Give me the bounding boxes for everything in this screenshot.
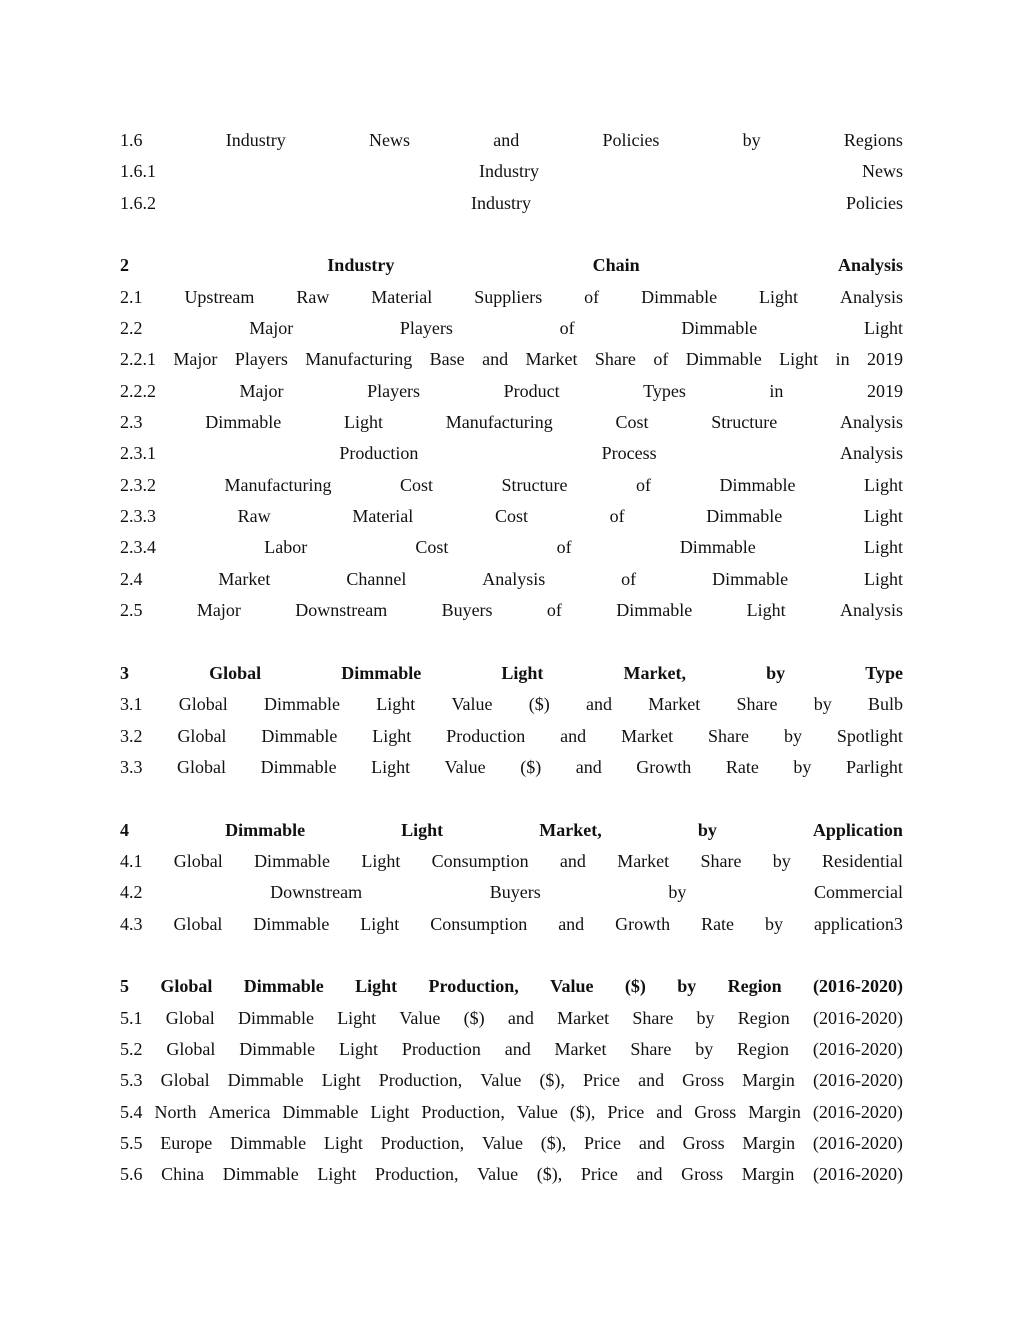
toc-entry-word: of: [653, 349, 669, 370]
toc-entry-word: Global: [160, 976, 213, 997]
toc-entry-word: Base: [429, 349, 465, 370]
toc-entry-word: Analysis: [482, 568, 546, 589]
toc-entry-word: (2016-2020): [813, 1164, 903, 1185]
toc-entry-word: Light: [360, 913, 400, 934]
toc-entry-word: Analysis: [839, 443, 903, 464]
toc-entry: [120, 407, 903, 438]
toc-entry-word: Consumption: [431, 850, 529, 871]
toc-entry-word: Manufacturing: [305, 349, 413, 370]
toc-entry-word: ($),: [569, 1101, 596, 1122]
toc-entry-word: Dimmable: [205, 412, 282, 433]
toc-entry-word: Industry: [327, 255, 395, 276]
toc-entry-word: Dimmable: [341, 662, 422, 683]
toc-entry: [120, 188, 903, 219]
toc-entry-word: Buyers: [441, 600, 493, 621]
toc-entry-word: Policies: [602, 130, 660, 150]
toc-entry-word: Dimmable: [253, 913, 330, 934]
toc-entry-word: Players: [367, 380, 421, 401]
toc-entry-word: Analysis: [837, 255, 903, 276]
toc-entry-word: Light: [323, 1133, 363, 1153]
toc-entry-word: (2016-2020): [812, 1038, 903, 1059]
toc-entry-word: Major: [196, 600, 241, 621]
toc-entry-word: Application: [812, 819, 903, 840]
toc-entry-word: Channel: [346, 568, 407, 589]
toc-entry-word: Dimmable: [685, 349, 762, 370]
toc-entry-word: and: [558, 913, 585, 934]
toc-entry-word: Structure: [501, 474, 568, 495]
toc-entry-word: by: [813, 694, 832, 715]
toc-entry-number: 2.1: [120, 286, 143, 307]
toc-entry-word: of: [609, 506, 625, 527]
toc-entry-word: and: [482, 349, 509, 370]
toc-entry-word: in: [769, 380, 784, 401]
toc-entry-word: of: [584, 286, 600, 307]
toc-entry: [120, 689, 903, 720]
toc-entry-word: by: [696, 1007, 715, 1028]
toc-entry-word: Rate: [725, 756, 759, 777]
toc-entry-word: Light: [339, 1038, 379, 1059]
toc-entry-word: Dimmable: [261, 725, 338, 746]
toc-entry: [120, 313, 903, 344]
toc-entry-word: by: [793, 756, 812, 777]
toc-entry-word: Price: [607, 1101, 645, 1122]
toc-entry-word: Regions: [843, 130, 903, 150]
toc-entry-word: Production,: [374, 1164, 459, 1185]
toc-entry-word: Cost: [399, 474, 433, 495]
toc-entry-word: Manufacturing: [224, 474, 332, 495]
toc-entry-word: Dimmable: [243, 976, 324, 997]
toc-entry-word: Value: [451, 694, 493, 715]
toc-entry-word: Global: [165, 1007, 215, 1028]
toc-entry-word: Global: [166, 1038, 216, 1059]
toc-entry-number: 5.1: [120, 1007, 143, 1028]
toc-entry-word: (2016-2020): [813, 1007, 903, 1028]
toc-entry-number: 1.6.2: [120, 192, 156, 213]
toc-entry-word: Dimmable: [264, 694, 340, 715]
toc-entry-word: Region: [737, 1007, 790, 1028]
toc-entry-word: Light: [779, 349, 819, 370]
toc-entry-word: Light: [343, 412, 383, 433]
toc-entry-word: Value: [516, 1101, 558, 1122]
toc-entry-word: Share: [594, 349, 636, 370]
toc-entry-word: Major: [249, 318, 294, 339]
toc-entry-word: Analysis: [839, 286, 903, 307]
toc-entry-word: ($): [463, 1007, 485, 1028]
toc-entry-word: and: [636, 1164, 663, 1185]
toc-entry-number: 2.2.1: [120, 349, 156, 370]
toc-entry-word: (2016-2020): [812, 1133, 903, 1153]
toc-entry-word: Light: [337, 1007, 377, 1028]
toc-entry: [120, 501, 903, 532]
toc-entry-word: Parlight: [845, 756, 903, 777]
toc-entry-number: 3.2: [120, 725, 143, 746]
toc-entry-word: Dimmable: [254, 850, 331, 871]
toc-entry-word: Value: [444, 756, 486, 777]
toc-entry: [120, 1003, 903, 1034]
toc-entry-word: Structure: [711, 412, 778, 433]
toc-entry-word: Light: [401, 819, 444, 840]
toc-entry-word: and: [504, 1038, 531, 1059]
toc-entry-word: Light: [864, 568, 903, 589]
toc-entry-word: Light: [355, 976, 398, 997]
toc-entry-word: Dimmable: [679, 537, 756, 558]
toc-entry-word: Light: [370, 1101, 410, 1122]
toc-entry-word: Raw: [237, 506, 271, 527]
toc-entry-word: Dimmable: [227, 1070, 304, 1091]
toc-entry-word: (2016-2020): [812, 976, 903, 997]
toc-entry-number: 5.2: [120, 1038, 143, 1059]
toc-entry-word: Gross: [681, 1164, 724, 1185]
toc-entry-word: Raw: [296, 286, 330, 307]
toc-entry-number: 2.3.4: [120, 537, 156, 558]
toc-entry: [120, 1159, 903, 1190]
toc-entry: [120, 470, 903, 501]
toc-entry-word: Dimmable: [681, 318, 758, 339]
section-spacer: [120, 219, 903, 250]
toc-section-heading: [120, 250, 903, 281]
toc-entry-word: Global: [160, 1070, 210, 1091]
toc-entry-word: by: [742, 130, 761, 150]
toc-entry-number: 4.2: [120, 882, 143, 903]
toc-entry-word: Global: [173, 913, 223, 934]
toc-entry-number: 4: [120, 819, 129, 840]
toc-entry-word: Gross: [694, 1101, 737, 1122]
toc-entry-word: Production,: [378, 1070, 463, 1091]
toc-entry-word: Production,: [421, 1101, 505, 1122]
toc-entry-word: Region: [727, 976, 782, 997]
toc-entry-word: Production,: [428, 976, 519, 997]
toc-entry-number: 5.6: [120, 1164, 143, 1185]
toc-entry-word: Industry: [479, 161, 539, 182]
toc-entry-word: Light: [501, 662, 544, 683]
toc-entry-word: Share: [700, 850, 742, 871]
toc-entry-word: Commercial: [813, 882, 903, 903]
toc-entry-word: by: [668, 882, 687, 903]
toc-entry-word: Price: [584, 1133, 622, 1153]
toc-entry-word: Light: [371, 756, 411, 777]
toc-entry-word: Production: [446, 725, 526, 746]
toc-entry-word: ($): [624, 976, 646, 997]
toc-entry-word: by: [697, 819, 717, 840]
toc-entry: [120, 846, 903, 877]
toc-entry-word: and: [638, 1070, 665, 1091]
toc-entry-word: Value: [399, 1007, 441, 1028]
toc-entry-word: Light: [361, 850, 401, 871]
toc-entry-word: Share: [708, 725, 750, 746]
toc-entry: [120, 1128, 903, 1159]
toc-entry-word: ($),: [539, 1070, 565, 1091]
toc-entry-number: 5: [120, 976, 129, 997]
toc-entry-word: of: [621, 568, 637, 589]
toc-entry-word: Major: [173, 349, 218, 370]
toc-entry-word: Market: [557, 1007, 610, 1028]
toc-entry-word: by: [695, 1038, 714, 1059]
toc-entry-word: Gross: [682, 1133, 725, 1153]
toc-entry-word: Market: [525, 349, 578, 370]
toc-entry-word: Types: [643, 380, 686, 401]
toc-section-heading: [120, 815, 903, 846]
toc-entry-number: 3: [120, 662, 129, 683]
toc-entry-word: Light: [863, 474, 903, 495]
toc-entry-word: Price: [583, 1070, 620, 1091]
toc-entry: [120, 532, 903, 563]
toc-entry-word: Market,: [623, 662, 687, 683]
toc-entry-word: News: [862, 161, 903, 182]
toc-entry-number: 2.3: [120, 412, 143, 433]
toc-entry-word: of: [546, 600, 562, 621]
toc-entry-number: 4.3: [120, 913, 143, 934]
toc-entry-word: Policies: [846, 192, 903, 213]
toc-entry-word: Light: [321, 1070, 361, 1091]
toc-entry-word: Margin: [742, 1070, 795, 1091]
toc-entry-word: 2019: [867, 349, 903, 370]
toc-entry-word: Chain: [592, 255, 640, 276]
toc-entry-word: Dimmable: [706, 506, 783, 527]
toc-entry-word: Downstream: [270, 882, 363, 903]
toc-entry-word: Dimmable: [719, 474, 796, 495]
toc-entry-word: Light: [864, 537, 903, 558]
toc-entry-word: Downstream: [295, 600, 388, 621]
toc-entry-word: Players: [399, 318, 453, 339]
toc-entry-word: Industry: [471, 192, 531, 213]
toc-entry-word: Light: [372, 725, 412, 746]
toc-entry-word: and: [507, 1007, 534, 1028]
toc-entry-word: Global: [177, 725, 227, 746]
toc-entry-word: Dimmable: [230, 1133, 307, 1153]
toc-entry: [120, 564, 903, 595]
toc-entry-word: Share: [736, 694, 778, 715]
toc-entry-word: (2016-2020): [813, 1070, 903, 1091]
toc-entry-number: 2.3.3: [120, 506, 156, 527]
toc-entry: [120, 721, 903, 752]
toc-entry-word: Margin: [748, 1101, 801, 1122]
toc-entry-word: Dimmable: [260, 756, 337, 777]
toc-entry-word: and: [493, 130, 520, 150]
toc-entry: [120, 877, 903, 908]
toc-entry-word: Dimmable: [225, 819, 306, 840]
toc-entry-word: by: [765, 913, 783, 934]
toc-entry-number: 1.6.1: [120, 161, 156, 182]
toc-entry-word: Market: [648, 694, 701, 715]
toc-entry-word: Global: [209, 662, 262, 683]
toc-entry-number: 5.3: [120, 1070, 143, 1091]
toc-entry-word: Light: [864, 318, 903, 339]
toc-entry-number: 2.4: [120, 568, 143, 589]
toc-entry-word: ($): [528, 694, 550, 715]
toc-entry: [120, 1065, 903, 1096]
section-spacer: [120, 783, 903, 814]
toc-entry-word: and: [585, 694, 612, 715]
toc-entry-word: Dimmable: [237, 1007, 314, 1028]
toc-entry-word: 2019: [866, 380, 903, 401]
toc-entry-word: Bulb: [867, 694, 903, 715]
toc-entry-number: 5.4: [120, 1101, 143, 1122]
toc-entry: [120, 376, 903, 407]
toc-entry-word: Value: [477, 1164, 519, 1185]
toc-entry-number: 2.2.2: [120, 380, 156, 401]
toc-entry-word: Production: [401, 1038, 481, 1059]
toc-entry-word: ($),: [536, 1164, 563, 1185]
toc-entry-word: Cost: [415, 537, 449, 558]
toc-entry-word: Value: [480, 1070, 522, 1091]
toc-entry: [120, 752, 903, 783]
toc-entry-number: 4.1: [120, 850, 143, 871]
toc-entry-word: by: [677, 976, 697, 997]
toc-entry-word: Process: [601, 443, 657, 464]
toc-entry-word: Manufacturing: [445, 412, 553, 433]
toc-entry-word: Growth: [615, 913, 671, 934]
toc-entry-word: and: [638, 1133, 665, 1153]
toc-entry-word: Global: [173, 850, 223, 871]
toc-entry-word: (2016-2020): [812, 1101, 903, 1122]
toc-entry: [120, 909, 903, 940]
toc-entry-word: Market: [218, 568, 271, 589]
toc-entry-word: Market: [617, 850, 670, 871]
toc-entry-word: Analysis: [839, 412, 903, 433]
toc-entry-word: Material: [371, 286, 433, 307]
toc-entry-word: Spotlight: [836, 725, 903, 746]
toc-entry: [120, 1097, 903, 1128]
toc-entry-word: application3: [813, 913, 903, 934]
toc-entry-word: Cost: [615, 412, 649, 433]
toc-entry-word: Residential: [822, 850, 903, 871]
toc-entry-word: North: [154, 1101, 197, 1122]
toc-entry-word: Production: [339, 443, 419, 464]
toc-entry-word: Dimmable: [641, 286, 718, 307]
toc-entry-word: Share: [632, 1007, 674, 1028]
toc-entry-word: Margin: [742, 1133, 796, 1153]
toc-entry-word: Value: [481, 1133, 523, 1153]
toc-section-heading: [120, 971, 903, 1002]
toc-entry-word: and: [560, 725, 587, 746]
toc-entry-number: 1.6: [120, 130, 143, 150]
toc-entry: [120, 1034, 903, 1065]
toc-entry-word: by: [766, 662, 786, 683]
toc-entry-word: Industry: [225, 130, 286, 150]
toc-entry-word: Global: [178, 694, 228, 715]
toc-entry-word: Suppliers: [474, 286, 543, 307]
toc-entry-word: Market,: [539, 819, 602, 840]
toc-entry-word: Type: [865, 662, 903, 683]
toc-entry: [120, 344, 903, 375]
toc-entry-number: 2.3.2: [120, 474, 156, 495]
toc-entry-word: and: [559, 850, 586, 871]
toc-entry-word: Dimmable: [239, 1038, 316, 1059]
toc-entry-word: Value: [550, 976, 594, 997]
toc-entry-word: America: [208, 1101, 271, 1122]
toc-entry-word: and: [656, 1101, 683, 1122]
toc-section-heading: [120, 658, 903, 689]
toc-entry-word: Product: [503, 380, 560, 401]
toc-entry-word: Rate: [701, 913, 735, 934]
toc-entry-word: Buyers: [489, 882, 541, 903]
table-of-contents: [120, 125, 903, 1191]
toc-entry-word: Light: [376, 694, 416, 715]
toc-entry-number: 2.3.1: [120, 443, 156, 464]
toc-entry-word: News: [368, 130, 410, 150]
toc-entry-word: Dimmable: [282, 1101, 359, 1122]
toc-entry-word: by: [783, 725, 802, 746]
toc-entry-word: Light: [746, 600, 786, 621]
toc-entry-word: of: [635, 474, 651, 495]
toc-entry-word: Cost: [494, 506, 528, 527]
toc-entry-word: Gross: [682, 1070, 725, 1091]
toc-entry-word: Margin: [741, 1164, 795, 1185]
toc-entry-word: of: [556, 537, 572, 558]
toc-entry-word: Light: [317, 1164, 357, 1185]
toc-entry-number: 3.3: [120, 756, 143, 777]
toc-entry-word: Light: [863, 506, 903, 527]
toc-entry-word: Market: [554, 1038, 607, 1059]
toc-entry-word: Labor: [264, 537, 308, 558]
toc-entry-word: in: [835, 349, 850, 370]
toc-entry-word: Growth: [636, 756, 692, 777]
toc-entry-word: Dimmable: [616, 600, 693, 621]
toc-entry-word: Analysis: [839, 600, 903, 621]
toc-entry-word: ($): [520, 756, 542, 777]
toc-entry-number: 2.2: [120, 318, 143, 339]
toc-entry-word: ($),: [540, 1133, 567, 1153]
toc-entry-word: Consumption: [430, 913, 528, 934]
toc-entry-word: Dimmable: [712, 568, 789, 589]
toc-entry-word: Europe: [160, 1133, 213, 1153]
toc-entry-word: Dimmable: [222, 1164, 299, 1185]
toc-entry-word: Market: [621, 725, 674, 746]
toc-entry-word: China: [161, 1164, 205, 1185]
toc-entry: [120, 156, 903, 187]
toc-entry-word: Price: [580, 1164, 618, 1185]
toc-entry: [120, 438, 903, 469]
toc-entry-number: 2: [120, 255, 129, 276]
toc-entry-word: by: [772, 850, 791, 871]
toc-entry: [120, 595, 903, 626]
toc-entry-word: Region: [737, 1038, 790, 1059]
toc-entry-word: Upstream: [184, 286, 255, 307]
section-spacer: [120, 627, 903, 658]
toc-entry-number: 2.5: [120, 600, 143, 621]
toc-entry-word: of: [559, 318, 575, 339]
toc-entry-word: Material: [352, 506, 414, 527]
toc-entry: [120, 282, 903, 313]
toc-entry-word: Global: [177, 756, 227, 777]
toc-entry-number: 5.5: [120, 1133, 143, 1153]
toc-entry-word: Light: [759, 286, 799, 307]
toc-entry-number: 3.1: [120, 694, 143, 715]
toc-entry-word: and: [575, 756, 602, 777]
toc-entry: [120, 125, 903, 156]
section-spacer: [120, 940, 903, 971]
toc-entry-word: Players: [234, 349, 288, 370]
toc-entry-word: Share: [630, 1038, 672, 1059]
toc-entry-word: Major: [239, 380, 284, 401]
toc-entry-word: Production,: [380, 1133, 465, 1153]
